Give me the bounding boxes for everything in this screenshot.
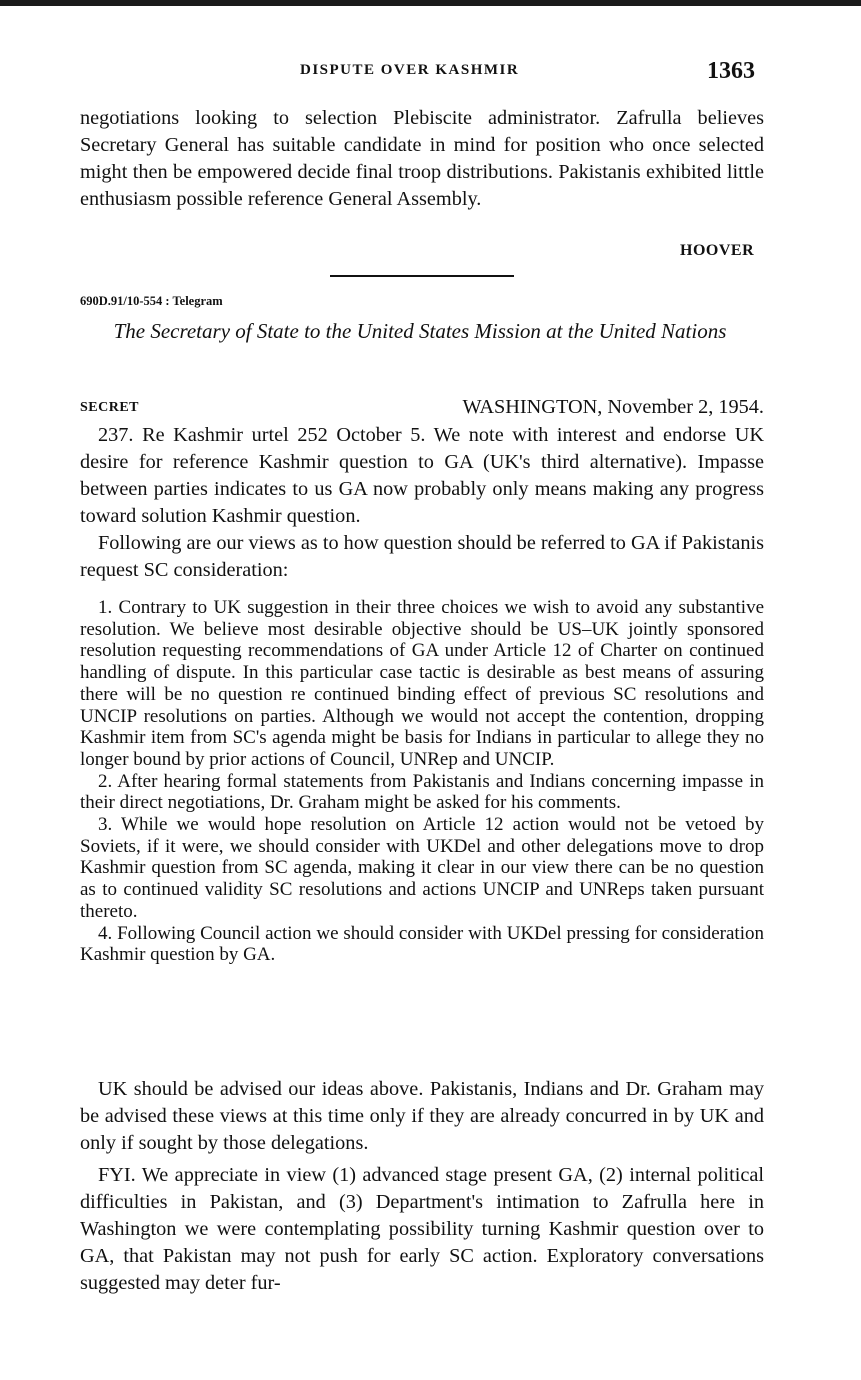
page-top-border (0, 0, 861, 6)
point-item: 4. Following Council action we should consider with UKDel pressing for consideration Kashmir question by GA. (80, 922, 764, 966)
point-item: 3. While we would hope resolution on Article 12 action would not be vetoed by Soviets, if it were, we should consider with UKDel and other delegations move to drop Kashmir question from SC agenda, making it clear in our view there can be no question as to continued validity SC resolutions and actions UNCIP and UNReps taken pursuant thereto. (80, 814, 764, 922)
advice-block (80, 1076, 764, 1157)
dateline: WASHINGTON, November 2, 1954. (462, 396, 764, 418)
advice-paragraph: UK should be advised our ideas above. Pakistanis, Indians and Dr. Graham may be advised these views at this time only if they are already concurred in by UK and only if sought by those delegations. (80, 1078, 764, 1154)
intro-block (80, 530, 764, 584)
fyi-paragraph: FYI. We appreciate in view (1) advanced stage present GA, (2) internal political difficulties in Pakistan, and (3) Department's intimation to Zafrulla here in Washington we were contemplating possibility turning Kashmir question over to GA, that Pakistan may not push for early SC action. Exploratory conversations suggested may deter fur- (80, 1164, 764, 1294)
running-head: DISPUTE OVER KASHMIR (300, 62, 520, 78)
classification-label: SECRET (80, 400, 140, 415)
page-number: 1363 (707, 58, 755, 84)
opening-paragraph: 237. Re Kashmir urtel 252 October 5. We note with interest and endorse UK desire for reference Kashmir question to GA (UK's third alternative). Impasse between parties indicates to us GA now probably only means making any progress toward solution Kashmir question. (80, 424, 764, 527)
document-title: The Secretary of State to the United States Mission at the United Nations (113, 319, 727, 343)
file-reference: 690D.91/10-554 : Telegram (80, 294, 223, 308)
signature: HOOVER (680, 242, 755, 259)
point-item: 1. Contrary to UK suggestion in their three choices we wish to avoid any substantive resolution. We believe most desirable objective should be US–UK jointly sponsored resolution requesting recommendations of GA under Article 12 of Charter on continued handling of dispute. In this particular case tactic is desirable as best means of assuring there will be no question re continued binding effect of previous SC resolutions and UNCIP resolutions on parties. Although we would not accept the contention, dropping Kashmir item from SC's agenda might be basis for Indians in particular to allege they no longer bound by prior actions of Council, UNRep and UNCIP. (80, 597, 764, 770)
point-item: 2. After hearing formal statements from Pakistanis and Indians concerning impasse in their direct negotiations, Dr. Graham might be asked for his comments. (80, 770, 764, 814)
continuation-paragraph: negotiations looking to selection Plebiscite administrator. Zafrulla believes Secretary General has suitable candidate in mind for position who once selected might then be empowered decide final troop distributions. Pakistanis exhibited little enthusiasm possible reference General Assembly. (80, 107, 764, 210)
section-divider (330, 275, 514, 277)
opening-block (80, 422, 764, 530)
numbered-points (80, 597, 764, 966)
continuation-block (80, 105, 764, 213)
intro-paragraph: Following are our views as to how question should be referred to GA if Pakistanis request SC consideration: (80, 532, 764, 581)
fyi-block (80, 1162, 764, 1297)
